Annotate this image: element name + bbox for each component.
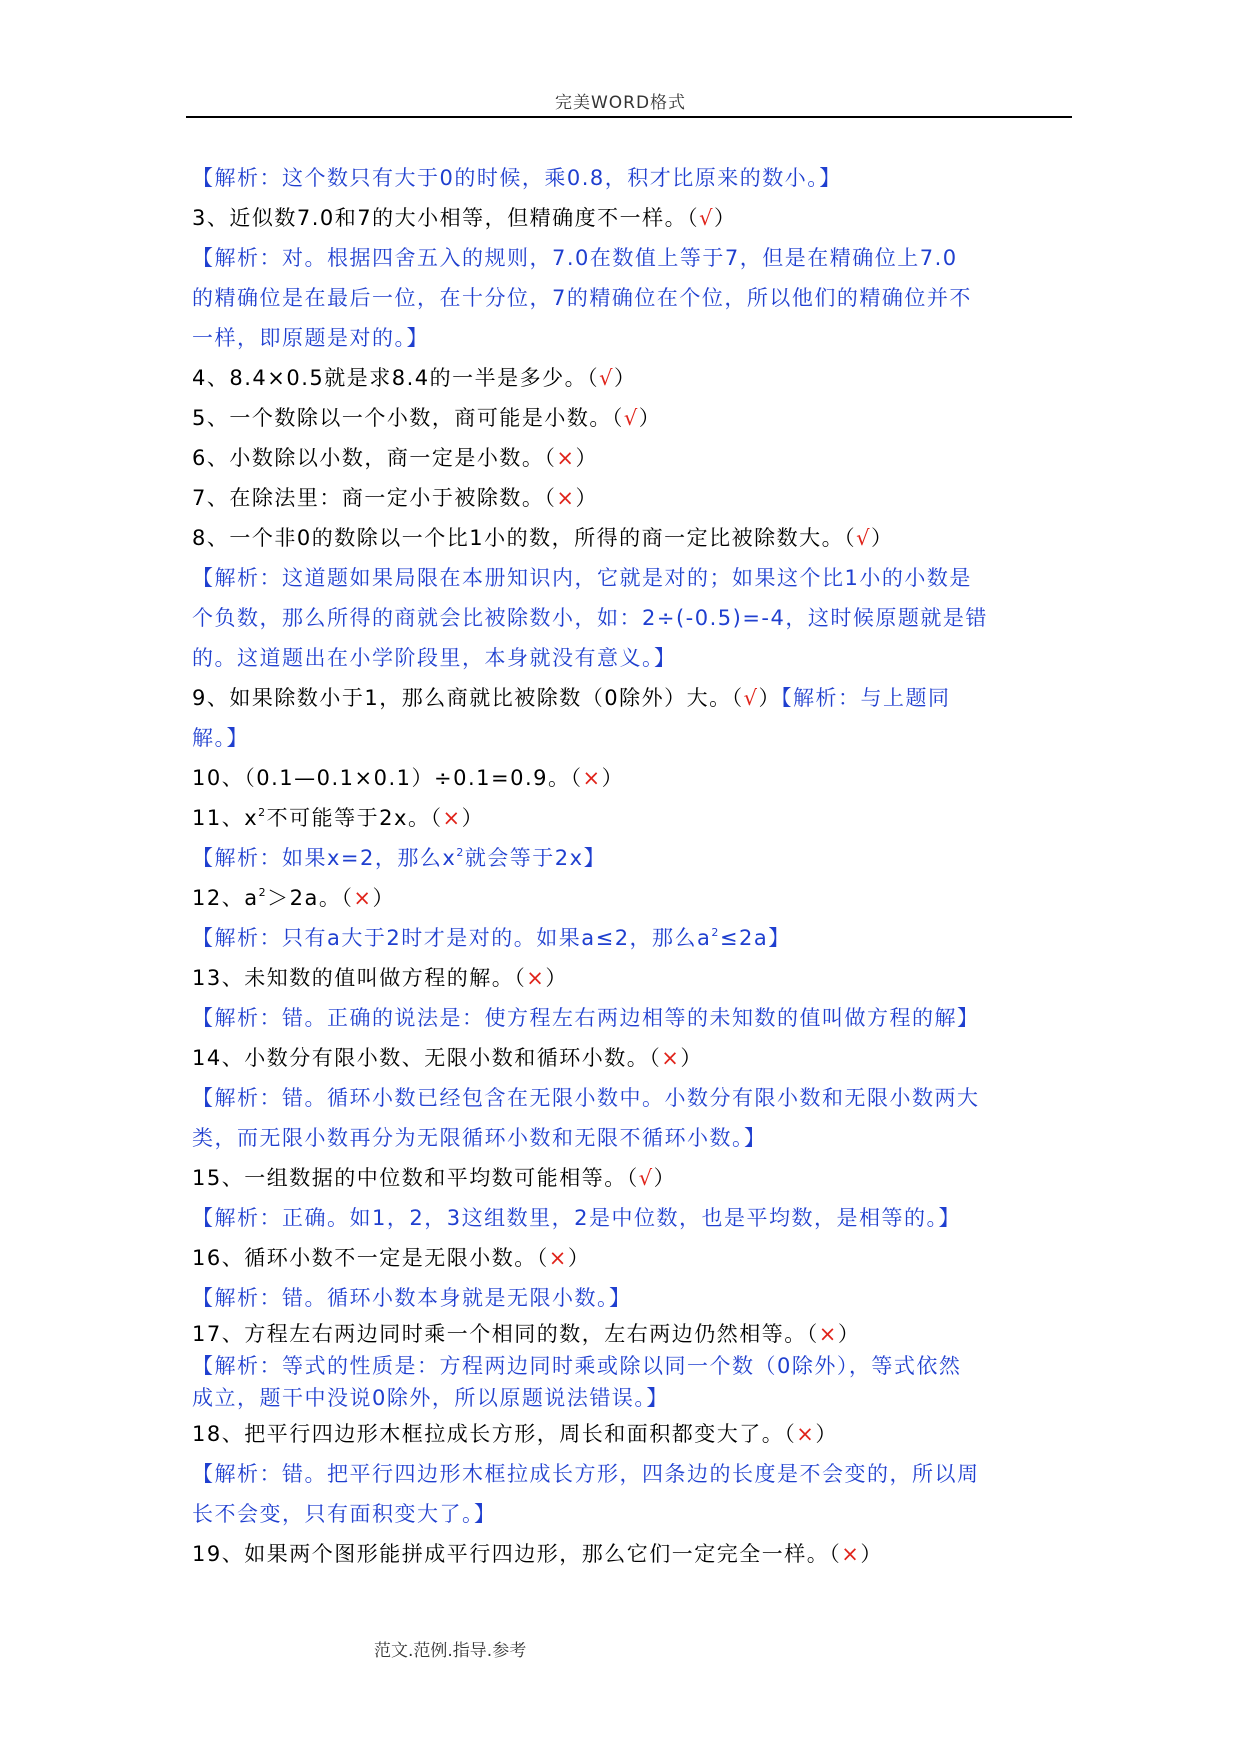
- analysis-line: 【解析：错。把平行四边形木框拉成长方形，四条边的长度是不会变的，所以周: [192, 1462, 980, 1486]
- cross-mark: ×: [556, 486, 576, 510]
- paren-close: ）: [653, 1166, 677, 1190]
- question-17: [192, 1318, 1072, 1350]
- analysis-line: 【解析：错。循环小数本身就是无限小数。】: [192, 1286, 632, 1310]
- question-16: [192, 1238, 1072, 1278]
- question-text: 5、一个数除以一个小数，商可能是小数。（: [192, 406, 624, 430]
- question-7: [192, 478, 1072, 518]
- question-text: 17、方程左右两边同时乘一个相同的数，左右两边仍然相等。（: [192, 1322, 819, 1346]
- question-10: [192, 758, 1072, 798]
- question-4: [192, 358, 1072, 398]
- analysis-line: 【解析：对。根据四舍五入的规则，7.0在数值上等于7，但是在精确位上7.0: [192, 246, 958, 270]
- document-body: [192, 158, 1072, 1574]
- question-15: [192, 1158, 1072, 1198]
- question-6: [192, 438, 1072, 478]
- check-mark: √: [623, 406, 639, 430]
- check-mark: √: [699, 206, 715, 230]
- question-text: 14、小数分有限小数、无限小数和循环小数。（: [192, 1046, 662, 1070]
- cross-mark: ×: [442, 806, 462, 830]
- superscript: 2: [711, 926, 720, 939]
- paren-close: ）: [601, 766, 625, 790]
- cross-mark: ×: [556, 446, 576, 470]
- analysis-line: 【解析：这道题如果局限在本册知识内，它就是对的；如果这个比1小的小数是: [192, 566, 972, 590]
- cross-mark: ×: [526, 966, 546, 990]
- cross-mark: ×: [582, 766, 602, 790]
- question-text: 16、循环小数不一定是无限小数。（: [192, 1246, 549, 1270]
- question-3: [192, 198, 1072, 238]
- page-header: 完美WORD格式: [554, 93, 687, 113]
- question-text: 10、（0.1—0.1×0.1）÷0.1=0.9。（: [192, 766, 583, 790]
- cross-mark: ×: [661, 1046, 681, 1070]
- paren-close: ）: [575, 486, 598, 510]
- question-text: 19、如果两个图形能拼成平行四边形，那么它们一定完全一样。（: [192, 1542, 842, 1566]
- check-mark: √: [638, 1166, 654, 1190]
- question-19: [192, 1534, 1072, 1574]
- analysis-line: [192, 918, 1072, 958]
- question-18: [192, 1414, 1072, 1454]
- question-text: 3、近似数7.0和7的大小相等，但精确度不一样。（: [192, 206, 700, 230]
- paren-close: ）: [837, 1322, 861, 1346]
- question-text: 13、未知数的值叫做方程的解。（: [192, 966, 527, 990]
- analysis-line: 长不会变，只有面积变大了。】: [192, 1502, 497, 1526]
- analysis-inline: 【解析：与上题同: [780, 686, 951, 710]
- analysis-line: 【解析：错。正确的说法是：使方程左右两边相等的未知数的值叫做方程的解】: [192, 1006, 980, 1030]
- paren-close: ）: [545, 966, 568, 990]
- question-text: 12、a: [192, 886, 259, 910]
- analysis-line: 个负数，那么所得的商就会比被除数小，如：2÷(-0.5)=-4，这时候原题就是错: [192, 606, 988, 630]
- question-12: [192, 878, 1072, 918]
- paren-close: ）: [680, 1046, 703, 1070]
- analysis-text: ≤2a】: [719, 926, 791, 950]
- question-text: 不可能等于2x。（: [266, 806, 443, 830]
- superscript: 2: [258, 886, 268, 899]
- analysis-line: 【解析：这个数只有大于0的时候，乘0.8，积才比原来的数小。】: [192, 166, 842, 190]
- question-text: 4、8.4×0.5就是求8.4的一半是多少。（: [192, 366, 600, 390]
- paren-close: ）: [758, 686, 781, 710]
- question-text: 9、如果除数小于1，那么商就比被除数（0除外）大。（: [192, 686, 744, 710]
- cross-mark: ×: [548, 1246, 568, 1270]
- header-divider: [186, 116, 1072, 118]
- paren-close: ）: [870, 526, 894, 550]
- question-text: 15、一组数据的中位数和平均数可能相等。（: [192, 1166, 639, 1190]
- paren-close: ）: [714, 206, 737, 230]
- analysis-line: 【解析：等式的性质是：方程两边同时乘或除以同一个数（0除外），等式依然: [192, 1354, 962, 1378]
- analysis-line: 【解析：正确。如1，2，3这组数里，2是中位数，也是平均数，是相等的。】: [192, 1206, 961, 1230]
- analysis-line: 【解析：错。循环小数已经包含在无限小数中。小数分有限小数和无限小数两大: [192, 1086, 980, 1110]
- paren-close: ）: [638, 406, 662, 430]
- page-footer: 范文.范例.指导.参考: [374, 1641, 527, 1661]
- superscript: 2: [258, 806, 267, 819]
- question-text: 7、在除法里：商一定小于被除数。（: [192, 486, 557, 510]
- question-text: 11、x: [192, 806, 259, 830]
- superscript: 2: [456, 846, 465, 859]
- cross-mark: ×: [841, 1542, 861, 1566]
- check-mark: √: [599, 366, 615, 390]
- paren-close: ）: [461, 806, 485, 830]
- paren-close: ）: [372, 886, 395, 910]
- question-text: 6、小数除以小数，商一定是小数。（: [192, 446, 557, 470]
- analysis-text: 【解析：只有a大于2时才是对的。如果a≤2，那么a: [192, 926, 712, 950]
- paren-close: ）: [860, 1542, 883, 1566]
- check-mark: √: [856, 526, 871, 550]
- paren-close: ）: [575, 446, 598, 470]
- analysis-text: 【解析：如果x=2，那么x: [192, 846, 457, 870]
- analysis-line: 类，而无限小数再分为无限循环小数和无限不循环小数。】: [192, 1126, 767, 1150]
- paren-close: ）: [567, 1246, 591, 1270]
- question-text: 8、一个非0的数除以一个比1小的数，所得的商一定比被除数大。（: [192, 526, 857, 550]
- paren-close: ）: [614, 366, 637, 390]
- cross-mark: ×: [818, 1322, 838, 1346]
- analysis-line: 一样，即原题是对的。】: [192, 326, 429, 350]
- question-5: [192, 398, 1072, 438]
- cross-mark: ×: [796, 1422, 816, 1446]
- question-11: [192, 798, 1072, 838]
- cross-mark: ×: [353, 886, 373, 910]
- analysis-line: [192, 838, 1072, 878]
- paren-close: ）: [815, 1422, 838, 1446]
- question-14: [192, 1038, 1072, 1078]
- question-13: [192, 958, 1072, 998]
- question-text: 18、把平行四边形木框拉成长方形，周长和面积都变大了。（: [192, 1422, 797, 1446]
- check-mark: √: [743, 686, 759, 710]
- analysis-line: 的。这道题出在小学阶段里，本身就没有意义。】: [192, 646, 677, 670]
- question-8: [192, 518, 1072, 558]
- analysis-text: 就会等于2x】: [464, 846, 607, 870]
- question-text: ＞2a。（: [267, 886, 354, 910]
- analysis-line: 解。】: [192, 726, 249, 750]
- analysis-line: 的精确位是在最后一位，在十分位，7的精确位在个位，所以他们的精确位并不: [192, 286, 972, 310]
- analysis-line: 成立，题干中没说0除外，所以原题说法错误。】: [192, 1386, 669, 1410]
- question-9: [192, 678, 1072, 718]
